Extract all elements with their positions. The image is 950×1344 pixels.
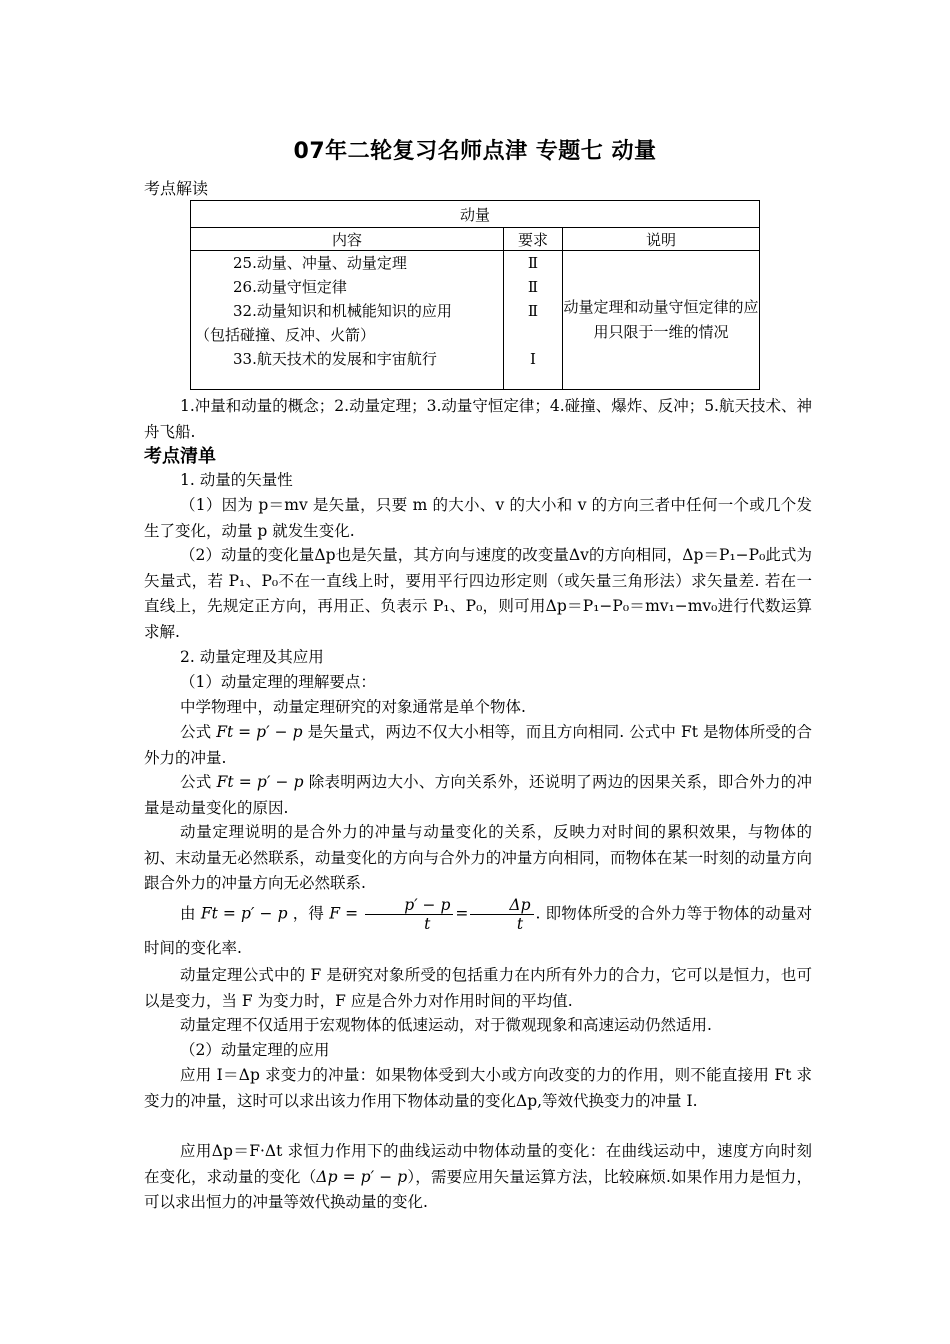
section-heading: 考点清单	[144, 446, 216, 467]
numerator: p′ − p	[365, 896, 453, 915]
table-item: （包括碰撞、反冲、火箭）	[195, 326, 376, 344]
table-level-cell	[504, 251, 563, 390]
heading-theorem: 2. 动量定理及其应用	[180, 648, 324, 666]
text: 公式	[180, 773, 212, 791]
subheading: （2）动量定理的应用	[180, 1041, 330, 1059]
table-note-cell: 动量定理和动量守恒定律的应用只限于一维的情况	[563, 251, 760, 390]
table-header-content: 内容	[191, 228, 504, 251]
text: ，得	[292, 904, 325, 923]
level-value: Ⅱ	[527, 302, 539, 320]
level-value: Ⅰ	[530, 350, 536, 368]
table-item: 26.动量守恒定律	[233, 278, 347, 296]
denominator: t	[424, 915, 431, 933]
document-title: 07年二轮复习名师点津 专题七 动量	[293, 139, 657, 164]
table-header-note: 说明	[563, 228, 760, 251]
fraction	[365, 896, 453, 933]
table-item: 25.动量、冲量、动量定理	[233, 254, 407, 272]
text: 除表明两边大小、方向关系外，还说明了两边的因果关系，即合外力的冲量是动量变化的原因.	[144, 773, 812, 817]
paragraph: （2）动量的变化量Δp也是矢量，其方向与速度的改变量Δv的方向相同，Δp＝P₁−P₀此式为矢量式，若 P₁、P₀不在一直线上时，要用平行四边形定则（或矢量三角形法）求矢量差. 若在一直线上，先规定正方向，再用正、负表示 P₁、P₀，则可用Δp＝P₁−P₀＝mv₁−mv₀进行代数运算求解.	[144, 546, 812, 641]
paragraph-formula	[144, 770, 812, 821]
level-value	[504, 323, 562, 347]
paragraph: 动量定理不仅适用于宏观物体的低速运动，对于微观现象和高速运动仍然适用.	[180, 1016, 712, 1034]
fraction	[470, 896, 533, 933]
numerator: Δp	[470, 896, 533, 915]
heading-vector: 1. 动量的矢量性	[180, 471, 293, 489]
requirements-table	[190, 200, 760, 390]
paragraph-formula	[144, 720, 812, 771]
paragraph: 动量定理说明的是合外力的冲量与动量变化的关系，反映力对时间的累积效果，与物体的初、末动量无必然联系，动量变化的方向与合外力的冲量方向相同，而物体在某一时刻的动量方向跟合外力的冲量方向无必然联系.	[144, 823, 812, 892]
subheading: （1）动量定理的理解要点：	[180, 673, 376, 691]
level-value: Ⅱ	[527, 254, 539, 272]
formula: Ft = p′ − p	[216, 773, 304, 791]
level-value: Ⅱ	[527, 278, 539, 296]
summary-paragraph: 1.冲量和动量的概念；2.动量定理；3.动量守恒定律；4.碰撞、爆炸、反冲；5.航天技术、神舟飞船.	[144, 397, 812, 441]
paragraph: 应用 I＝Δp 求变力的冲量：如果物体受到大小或方向改变的力的作用，则不能直接用 Ft 求变力的冲量，这时可以求出该力作用下物体动量的变化Δp,等效代换变力的冲量 I.	[144, 1066, 812, 1110]
formula: Ft = p′ − p	[200, 904, 288, 923]
paragraph: （1）因为 p＝mv 是矢量，只要 m 的大小、v 的大小和 v 的方向三者中任何一个或几个发生了变化，动量 p 就发生变化.	[144, 496, 812, 540]
paragraph: 动量定理公式中的 F 是研究对象所受的包括重力在内所有外力的合力，它可以是恒力，也可以是变力，当 F 为变力时，F 应是合外力对作用时间的平均值.	[144, 966, 812, 1010]
paragraph-fraction: 由 Ft = p′ − p ，得 F = $\frac{p' - p}{t}$ = $\frac{\Delta p}{t}$ . 即物体所受的合外力等于物体的动量对时间的变化率.	[144, 896, 813, 957]
formula: Δp = p′ − p	[316, 1167, 408, 1186]
section-subtitle: 考点解读	[144, 179, 209, 198]
paragraph-formula	[144, 1139, 812, 1216]
table-content-cell	[191, 251, 504, 390]
table-item: 32.动量知识和机械能知识的应用	[233, 302, 452, 320]
text: ），需要应用矢量运算方法，比较麻烦.如果作用力是恒力，可以求出恒力的冲量等效代换动量的变化.	[144, 1167, 812, 1211]
denominator: t	[516, 915, 524, 933]
table-caption: 动量	[191, 201, 760, 228]
formula: F =	[329, 904, 359, 923]
table-header-level: 要求	[504, 228, 563, 251]
text: 公式	[180, 723, 212, 741]
text: 应用Δp＝F·Δt 求恒力作用下的曲线运动中物体动量的变化：在曲线运动中，速度方向时刻在变化，求动量的变化（	[144, 1142, 812, 1186]
formula: Ft = p′ − p	[216, 723, 303, 741]
text: 由	[180, 904, 196, 923]
text: . 即物体所受的合外力等于物体的动量对时间的变化率.	[144, 904, 813, 957]
table-item: 33.航天技术的发展和宇宙航行	[233, 350, 437, 368]
text: 是矢量式，两边不仅大小相等，而且方向相同. 公式中 Ft 是物体所受的合外力的冲量.	[144, 723, 812, 767]
paragraph: 中学物理中，动量定理研究的对象通常是单个物体.	[180, 698, 526, 716]
